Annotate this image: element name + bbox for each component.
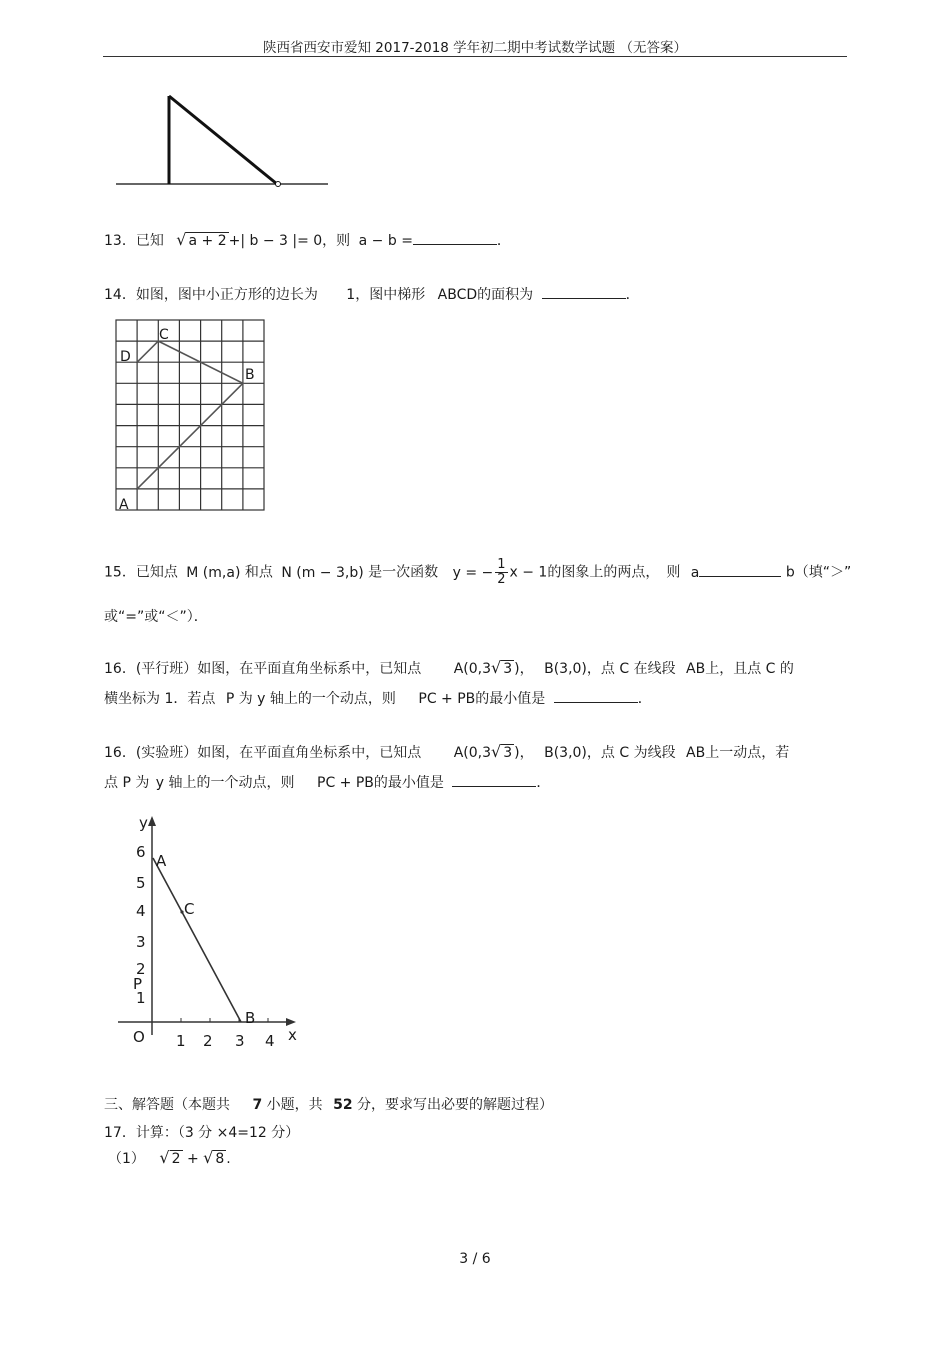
- question-15-line2: [104, 606, 208, 626]
- x-axis-arrow: [286, 1018, 296, 1026]
- q15-answer-blank[interactable]: [699, 562, 781, 577]
- triangle-figure: [110, 88, 335, 193]
- q16a-point-a: A(0,3√ 3 )，: [453, 658, 534, 677]
- q15-b-fill: b（填“＞”: [785, 564, 852, 581]
- q17-end: .: [226, 1151, 231, 1167]
- q13-answer-blank[interactable]: [413, 230, 497, 245]
- question-16a-line1: [104, 658, 794, 678]
- point-c-label: C: [184, 900, 195, 918]
- question-13: [104, 230, 511, 250]
- q16a-end: ．: [637, 691, 652, 707]
- question-16a-line2: [104, 688, 652, 708]
- question-14: [104, 284, 640, 304]
- grid-label-d: D: [120, 349, 131, 365]
- q16a-line2-c: 轴上的一个动点，则: [269, 691, 396, 707]
- q15-tail: x − 1: [509, 564, 548, 581]
- q15-fn: 是一次函数: [368, 564, 439, 581]
- point-b-label: B: [245, 1009, 256, 1027]
- q15-fraction: [495, 558, 507, 587]
- q15-point-n: N (m − 3,b): [281, 564, 364, 581]
- q16a-line2-b: 为: [238, 691, 253, 707]
- page-header: [103, 36, 847, 57]
- q13-expr: a − b =: [358, 233, 413, 249]
- question-16b-line1: [104, 742, 789, 762]
- coordinate-graph: [110, 810, 310, 1055]
- q15-and: 和点: [244, 564, 273, 581]
- q15-denominator: 2: [497, 572, 506, 587]
- section3-prefix: 三、解答题（本题共: [104, 1097, 230, 1113]
- q13-sqrt: √ a + 2: [176, 230, 227, 249]
- grid-label-a: A: [119, 497, 129, 513]
- section3-mid: 小题，共: [266, 1097, 323, 1113]
- slant-rope: [169, 96, 277, 184]
- origin-label: O: [133, 1028, 145, 1046]
- section3-count: 7: [252, 1097, 263, 1113]
- q17-title: 17．计算：（3 分 ×4=12 分）: [104, 1125, 300, 1141]
- q16b-line1-b: ，点 C 为线段: [586, 745, 676, 761]
- q16b-line2-a: 点 P 为: [104, 775, 150, 791]
- q16a-line1-c: 上，且点 C 的: [705, 661, 794, 677]
- y-tick-2: 2: [136, 960, 146, 978]
- q15-point-m: M (m,a): [186, 564, 241, 581]
- q16b-answer-blank[interactable]: [452, 772, 536, 787]
- y-tick-3: 3: [136, 933, 146, 951]
- q13-suffix: ．: [496, 233, 511, 249]
- grid-label-c: C: [159, 327, 169, 343]
- q16b-line1-c: 上一动点，若: [705, 745, 790, 761]
- header-title: 陕西省西安市爱知 2017-2018 学年初二期中考试数学试题 （无答案）: [263, 40, 687, 56]
- trapezoid-grid-figure: [110, 315, 275, 520]
- q16b-pcpb: PC + PB: [317, 775, 374, 791]
- q13-radicand: a + 2: [188, 233, 227, 249]
- q16b-line2-b: 轴上的一个动点，则: [168, 775, 295, 791]
- q13-mid: +| b − 3 |= 0，则: [228, 233, 351, 249]
- q14-one: 1: [346, 287, 356, 303]
- q15-line1-b: 的图象上的两点， 则: [547, 564, 681, 581]
- q16a-line1-a: 16．(平行班）如图，在平面直角坐标系中，已知点: [104, 661, 422, 677]
- y-axis-label: y: [139, 814, 148, 832]
- q15-line1-a: 15．已知点: [104, 564, 178, 581]
- question-15-line1: [104, 558, 851, 587]
- q17-part1-label: （1）: [108, 1151, 145, 1167]
- page-number: [0, 1251, 950, 1267]
- y-tick-4: 4: [136, 902, 146, 920]
- section3-suffix: 分，要求写出必要的解题过程）: [357, 1097, 554, 1113]
- y-tick-6: 6: [136, 843, 146, 861]
- y-tick-5: 5: [136, 874, 146, 892]
- question-16b-line2: [104, 772, 550, 792]
- q16b-point-b: B(3,0): [544, 745, 587, 761]
- x-tick-2: 2: [203, 1032, 213, 1050]
- q16a-ab: AB: [686, 661, 706, 677]
- x-tick-1: 1: [176, 1032, 186, 1050]
- q14-name: ABCD: [437, 287, 478, 303]
- q16a-p: P: [225, 691, 235, 707]
- anchor-point: [276, 182, 281, 187]
- q14-prefix: 14．如图，图中小正方形的边长为: [104, 287, 318, 303]
- question-17-part1: [108, 1148, 231, 1168]
- q16b-point-a: A(0,3√ 3 )，: [453, 742, 534, 761]
- question-17-title: [104, 1122, 299, 1142]
- q16a-line1-b: ，点 C 在线段: [586, 661, 676, 677]
- y-axis-arrow: [148, 816, 156, 826]
- q16b-end: ．: [536, 775, 551, 791]
- q16a-answer-blank[interactable]: [554, 688, 638, 703]
- page-number-text: 3 / 6: [459, 1251, 491, 1267]
- grid-lines: [116, 320, 264, 510]
- x-tick-4: 4: [265, 1032, 275, 1050]
- section3-points: 52: [333, 1097, 353, 1113]
- trapezoid-outline: [137, 341, 243, 489]
- q16a-line2-a: 横坐标为 1．若点: [104, 691, 216, 707]
- section-3-heading: [104, 1094, 553, 1114]
- q16a-y: y: [257, 691, 266, 707]
- grid-label-b: B: [245, 367, 255, 383]
- q15-line2: 或“=”或“＜”）．: [104, 609, 208, 625]
- q16a-line2-d: 的最小值是: [475, 691, 546, 707]
- segment-ab: [153, 858, 241, 1022]
- q15-numerator: 1: [497, 557, 506, 572]
- x-axis-label: x: [288, 1026, 297, 1044]
- q15-y-eq: y = −: [452, 564, 494, 581]
- q15-a: a: [690, 564, 700, 581]
- q16b-line1-a: 16．(实验班）如图，在平面直角坐标系中，已知点: [104, 745, 422, 761]
- q14-mid: ，图中梯形: [355, 287, 426, 303]
- q17-plus: +: [186, 1151, 199, 1167]
- q14-suffix-b: ．: [625, 287, 640, 303]
- point-p-label: P: [133, 975, 143, 993]
- x-tick-3: 3: [235, 1032, 245, 1050]
- y-tick-1: 1: [136, 989, 146, 1007]
- q16a-pcpb: PC + PB: [418, 691, 476, 707]
- q14-suffix-a: 的面积为: [477, 287, 534, 303]
- q16a-point-b: B(3,0): [544, 661, 587, 677]
- q16b-ab: AB: [686, 745, 706, 761]
- q13-prefix: 13．已知: [104, 233, 164, 249]
- q14-answer-blank[interactable]: [542, 284, 626, 299]
- q16b-line2-c: 的最小值是: [373, 775, 444, 791]
- q17-sqrt-2: √ 2: [159, 1148, 181, 1167]
- point-a-label: A: [156, 852, 167, 870]
- q16b-y: y: [155, 775, 165, 791]
- q17-sqrt-8: √ 8: [203, 1148, 225, 1167]
